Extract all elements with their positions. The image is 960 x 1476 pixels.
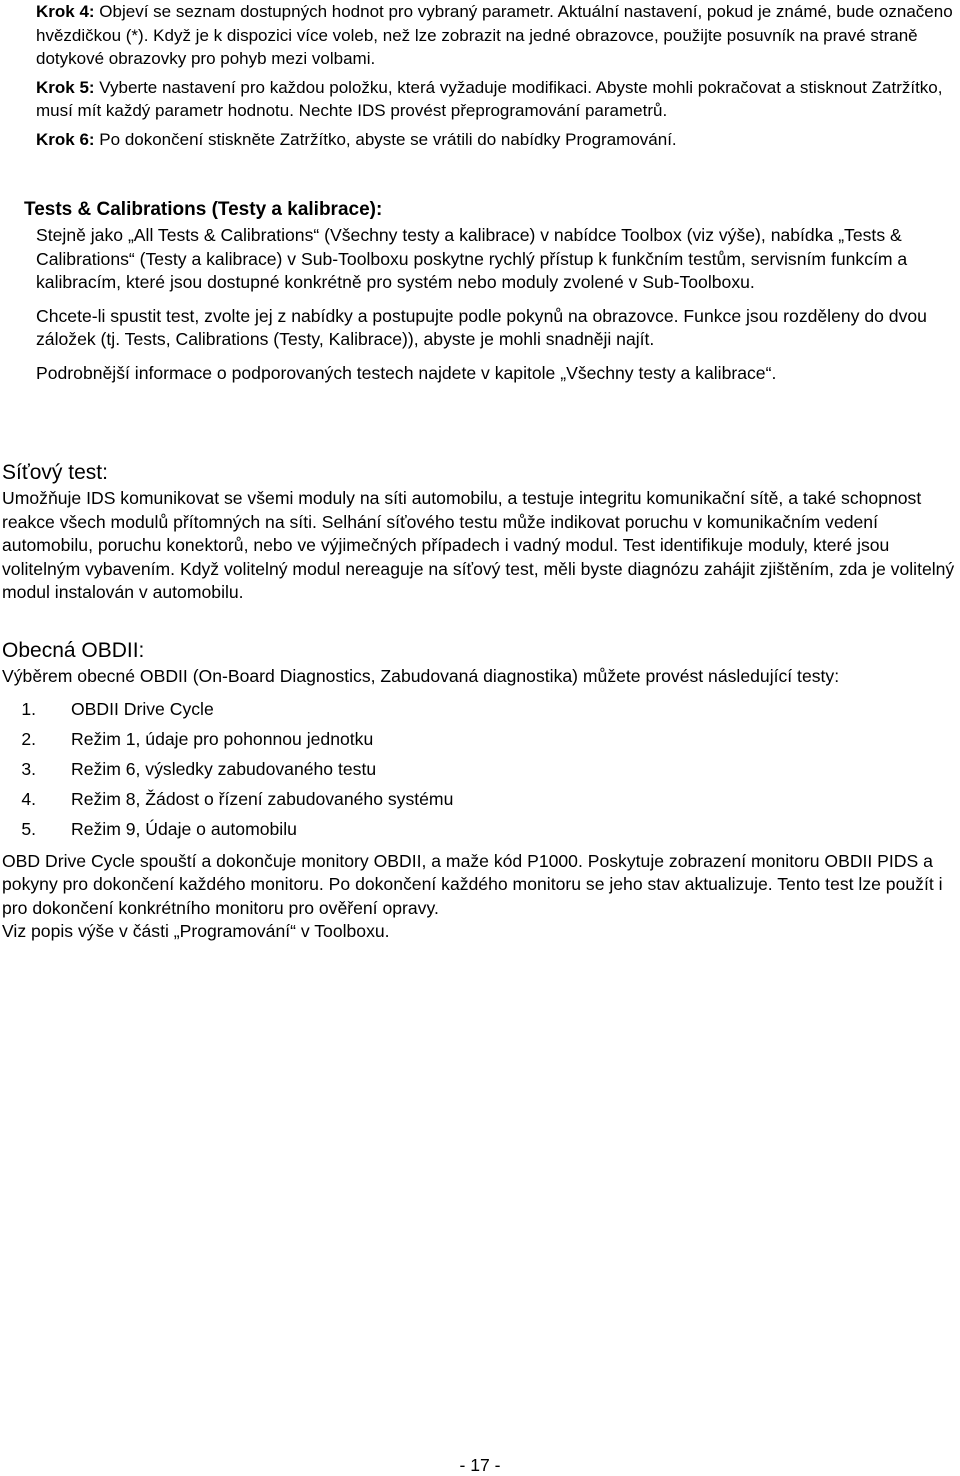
- steps-block: [36, 0, 954, 152]
- list-item-number: 5.: [21, 818, 36, 839]
- tests-paragraph-3: Podrobnější informace o podporovaných testech najdete v kapitole „Všechny testy a kalibrace“.: [36, 362, 777, 383]
- network-test-heading: Síťový test:: [2, 461, 108, 484]
- tests-paragraph-2: Chcete-li spustit test, zvolte jej z nabídky a postupujte podle pokynů na obrazovce. Funkce jsou rozděleny do dvou záložek (tj. Tests, Calibrations (Testy, Kalibrace)), abyste je mohli snadněji najít.: [36, 305, 927, 350]
- obd-paragraph-2: Viz popis výše v části „Programování“ v Toolboxu.: [2, 921, 390, 942]
- step-6-label: Krok 6:: [36, 129, 95, 149]
- list-item-number: 2.: [21, 728, 36, 749]
- step-5: [36, 76, 954, 123]
- list-item-text: Režim 6, výsledky zabudovaného testu: [71, 758, 377, 779]
- list-item-number: 4.: [21, 788, 36, 809]
- list-item-number: 3.: [21, 758, 36, 779]
- list-item: [2, 754, 956, 784]
- obd-test-list: [2, 694, 956, 844]
- step-4-text: Objeví se seznam dostupných hodnot pro vybraný parametr. Aktuální nastavení, pokud je známé, bude označeno hvězdičkou (*). Když je k dispozici více voleb, než lze zobrazit na jedné obrazovce, použijte posuvník na pravé straně dotykové obrazovky pro pohyb mezi volbami.: [36, 2, 953, 69]
- list-item: [2, 784, 956, 814]
- network-test-section: [2, 460, 956, 605]
- obd-intro: Výběrem obecné OBDII (On-Board Diagnostics, Zabudovaná diagnostika) můžete provést následující testy:: [2, 666, 840, 686]
- network-test-paragraph: Umožňuje IDS komunikovat se všemi moduly na síti automobilu, a testuje integritu komunikační sítě, a také schopnost reakce všech modulů přítomných na síti. Selhání síťového testu může indikovat poruchu v komunikačním vedení automobilu, poruchu konektorů, nebo ve výjimečných případech i vadný modul. Test identifikuje moduly, které jsou volitelným vybavením. Když volitelný modul nereaguje na síťový test, měli byste diagnózu zahájit zjištěním, zda je volitelný modul instalován v automobilu.: [2, 488, 955, 603]
- step-5-label: Krok 5:: [36, 77, 95, 97]
- tests-paragraph-1: Stejně jako „All Tests & Calibrations“ (Všechny testy a kalibrace) v nabídce Toolbox (viz výše), nabídka „Tests & Calibrations“ (Testy a kalibrace) v Sub-Toolboxu poskytne rychlý přístup k funkčním testům, servisním funkcím a kalibracím, které jsou dostupné konkrétně pro systém nebo moduly zvolené v Sub-Toolboxu.: [36, 225, 908, 293]
- obd-paragraph-1: OBD Drive Cycle spouští a dokončuje monitory OBDII, a maže kód P1000. Poskytuje zobrazení monitoru OBDII PIDS a pokyny pro dokončení každého monitoru. Po dokončení každého monitoru se jeho stav aktualizuje. Tento test lze použít i pro dokončení konkrétního monitoru pro ověření opravy.: [2, 850, 943, 918]
- page-number-text: - 17 -: [459, 1455, 501, 1475]
- tests-calibrations-section: [24, 198, 954, 386]
- tests-calibrations-heading: Tests & Calibrations (Testy a kalibrace):: [24, 199, 383, 220]
- list-item-text: OBDII Drive Cycle: [71, 698, 214, 719]
- obd-heading: Obecná OBDII:: [2, 639, 145, 662]
- step-4-label: Krok 4:: [36, 2, 95, 21]
- list-item-text: Režim 8, Žádost o řízení zabudovaného systému: [71, 788, 454, 809]
- step-6: [36, 128, 954, 152]
- list-item: [2, 694, 956, 724]
- list-item-text: Režim 9, Údaje o automobilu: [71, 818, 297, 839]
- list-item: [2, 814, 956, 844]
- obd-section: [2, 638, 956, 944]
- step-5-text: Vyberte nastavení pro každou položku, která vyžaduje modifikaci. Abyste mohli pokračovat a stisknout Zatržítko, musí mít každý parametr hodnotu. Nechte IDS provést přeprogramování parametrů.: [36, 77, 943, 121]
- step-4: [36, 0, 954, 71]
- list-item: [2, 724, 956, 754]
- page-number: [0, 1454, 960, 1476]
- list-item-number: 1.: [21, 698, 36, 719]
- step-6-text: Po dokončení stiskněte Zatržítko, abyste se vrátili do nabídky Programování.: [94, 129, 677, 149]
- list-item-text: Režim 1, údaje pro pohonnou jednotku: [71, 728, 374, 749]
